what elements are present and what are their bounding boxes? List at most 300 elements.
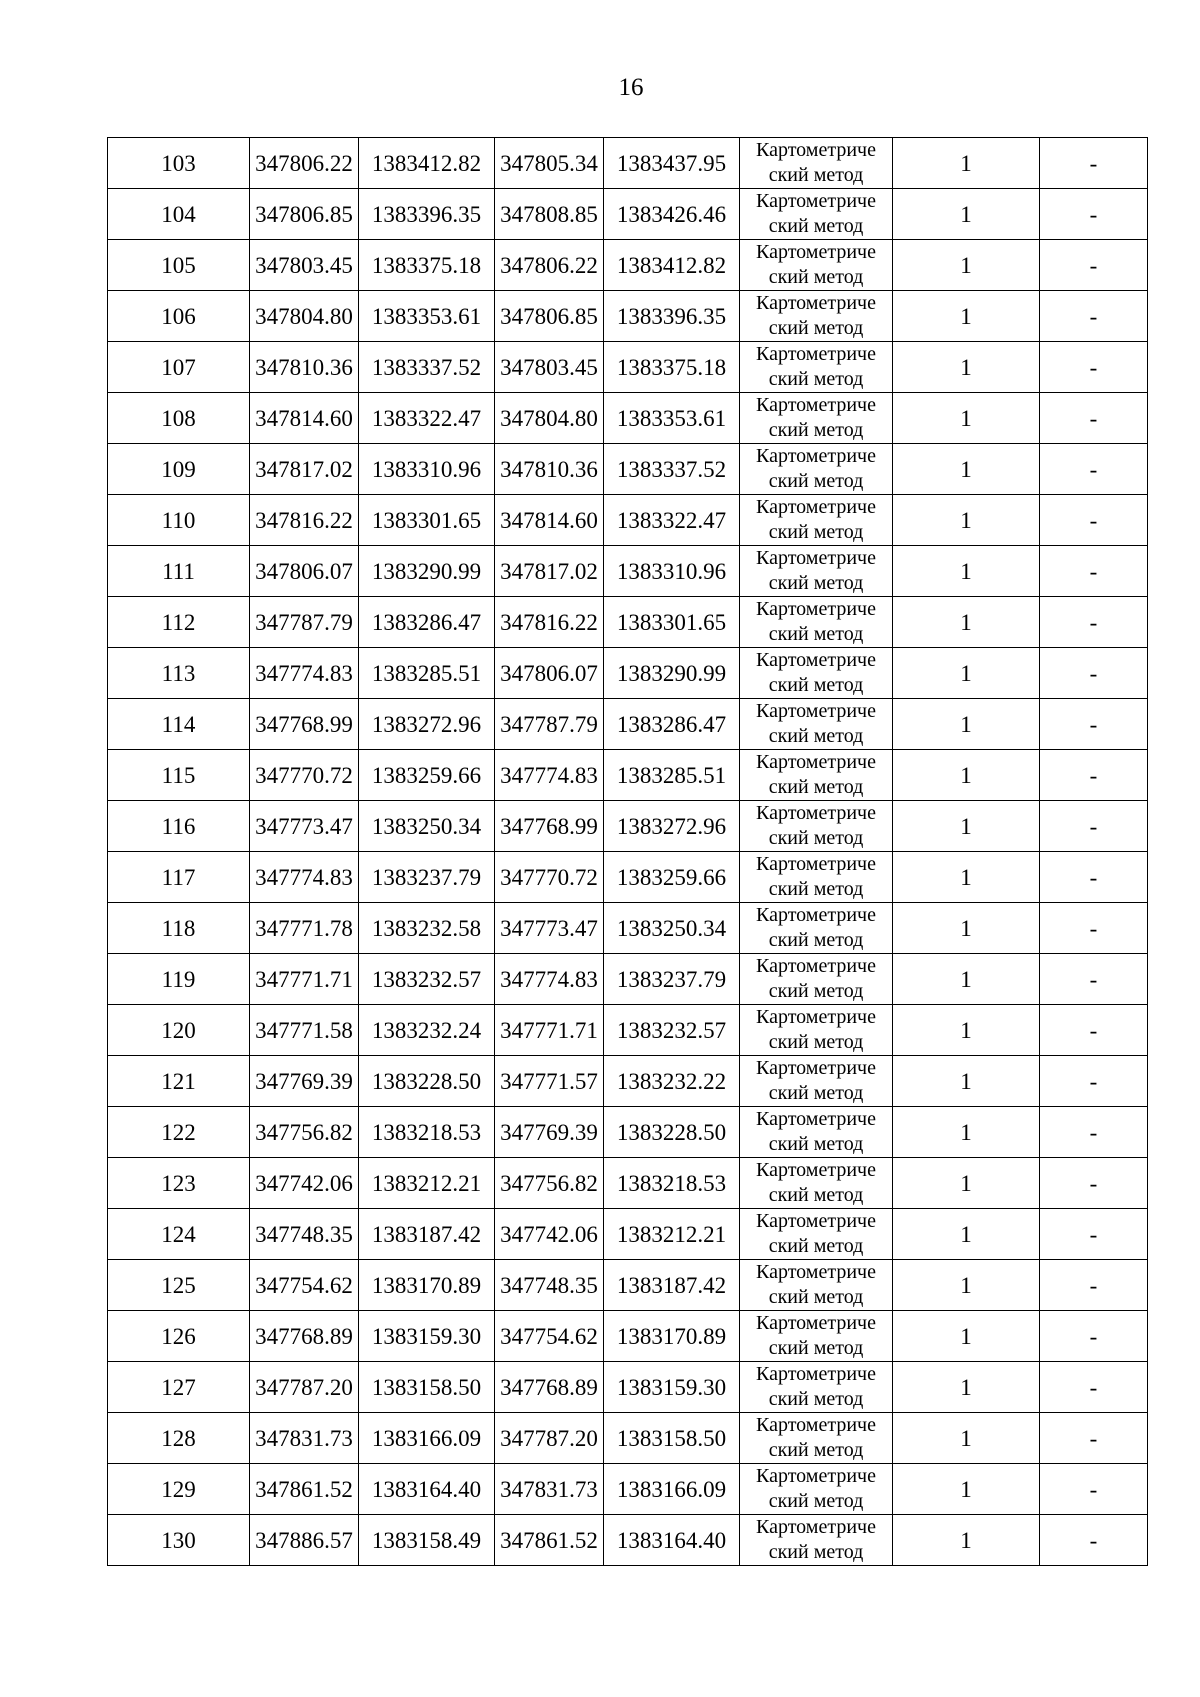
x-end-cell: 347756.82 xyxy=(495,1158,604,1209)
table-row xyxy=(108,1413,1148,1464)
x-start-cell: 347817.02 xyxy=(250,444,359,495)
method-cell xyxy=(740,852,893,903)
method-line-1: Картометриче xyxy=(756,802,876,824)
accuracy-cell: 1 xyxy=(893,393,1040,444)
x-end-cell: 347806.07 xyxy=(495,648,604,699)
table-row xyxy=(108,954,1148,1005)
point-number-cell: 117 xyxy=(108,852,250,903)
accuracy-cell: 1 xyxy=(893,138,1040,189)
y-start-cell: 1383337.52 xyxy=(359,342,495,393)
method-cell xyxy=(740,648,893,699)
x-start-cell: 347769.39 xyxy=(250,1056,359,1107)
point-number-cell: 114 xyxy=(108,699,250,750)
table-row xyxy=(108,1158,1148,1209)
y-start-cell: 1383212.21 xyxy=(359,1158,495,1209)
note-cell: - xyxy=(1040,444,1148,495)
method-cell xyxy=(740,1158,893,1209)
note-cell: - xyxy=(1040,954,1148,1005)
method-line-1: Картометриче xyxy=(756,1261,876,1283)
note-cell: - xyxy=(1040,546,1148,597)
y-end-cell: 1383212.21 xyxy=(604,1209,740,1260)
y-start-cell: 1383272.96 xyxy=(359,699,495,750)
note-cell: - xyxy=(1040,1209,1148,1260)
x-end-cell: 347808.85 xyxy=(495,189,604,240)
method-line-2: ский метод xyxy=(768,419,864,441)
method-cell xyxy=(740,1362,893,1413)
x-end-cell: 347754.62 xyxy=(495,1311,604,1362)
table-row xyxy=(108,1056,1148,1107)
note-cell: - xyxy=(1040,852,1148,903)
accuracy-cell: 1 xyxy=(893,954,1040,1005)
accuracy-cell: 1 xyxy=(893,1413,1040,1464)
method-line-2: ский метод xyxy=(768,1286,864,1308)
accuracy-cell: 1 xyxy=(893,597,1040,648)
y-end-cell: 1383285.51 xyxy=(604,750,740,801)
y-start-cell: 1383158.49 xyxy=(359,1515,495,1566)
y-start-cell: 1383250.34 xyxy=(359,801,495,852)
point-number-cell: 115 xyxy=(108,750,250,801)
method-line-2: ский метод xyxy=(768,521,864,543)
point-number-cell: 126 xyxy=(108,1311,250,1362)
method-line-1: Картометриче xyxy=(756,853,876,875)
y-end-cell: 1383187.42 xyxy=(604,1260,740,1311)
method-cell xyxy=(740,291,893,342)
point-number-cell: 109 xyxy=(108,444,250,495)
y-start-cell: 1383159.30 xyxy=(359,1311,495,1362)
y-start-cell: 1383396.35 xyxy=(359,189,495,240)
x-end-cell: 347803.45 xyxy=(495,342,604,393)
note-cell: - xyxy=(1040,1107,1148,1158)
y-end-cell: 1383396.35 xyxy=(604,291,740,342)
note-cell: - xyxy=(1040,240,1148,291)
accuracy-cell: 1 xyxy=(893,1311,1040,1362)
x-end-cell: 347773.47 xyxy=(495,903,604,954)
point-number-cell: 120 xyxy=(108,1005,250,1056)
y-end-cell: 1383337.52 xyxy=(604,444,740,495)
point-number-cell: 107 xyxy=(108,342,250,393)
accuracy-cell: 1 xyxy=(893,1107,1040,1158)
y-end-cell: 1383158.50 xyxy=(604,1413,740,1464)
y-end-cell: 1383259.66 xyxy=(604,852,740,903)
point-number-cell: 113 xyxy=(108,648,250,699)
y-end-cell: 1383166.09 xyxy=(604,1464,740,1515)
x-start-cell: 347861.52 xyxy=(250,1464,359,1515)
y-start-cell: 1383232.58 xyxy=(359,903,495,954)
accuracy-cell: 1 xyxy=(893,648,1040,699)
x-end-cell: 347817.02 xyxy=(495,546,604,597)
y-start-cell: 1383232.24 xyxy=(359,1005,495,1056)
x-start-cell: 347803.45 xyxy=(250,240,359,291)
x-end-cell: 347814.60 xyxy=(495,495,604,546)
table-row xyxy=(108,495,1148,546)
y-start-cell: 1383228.50 xyxy=(359,1056,495,1107)
x-end-cell: 347748.35 xyxy=(495,1260,604,1311)
table-row xyxy=(108,342,1148,393)
method-cell xyxy=(740,750,893,801)
method-cell xyxy=(740,597,893,648)
x-start-cell: 347771.58 xyxy=(250,1005,359,1056)
accuracy-cell: 1 xyxy=(893,291,1040,342)
x-start-cell: 347816.22 xyxy=(250,495,359,546)
y-start-cell: 1383232.57 xyxy=(359,954,495,1005)
y-start-cell: 1383166.09 xyxy=(359,1413,495,1464)
y-end-cell: 1383232.22 xyxy=(604,1056,740,1107)
note-cell: - xyxy=(1040,1464,1148,1515)
y-end-cell: 1383250.34 xyxy=(604,903,740,954)
note-cell: - xyxy=(1040,801,1148,852)
method-line-2: ский метод xyxy=(768,1235,864,1257)
coordinates-table xyxy=(107,137,1148,1566)
table-row xyxy=(108,546,1148,597)
method-cell xyxy=(740,240,893,291)
note-cell: - xyxy=(1040,648,1148,699)
page-number: 16 xyxy=(618,74,644,101)
y-start-cell: 1383322.47 xyxy=(359,393,495,444)
x-end-cell: 347774.83 xyxy=(495,750,604,801)
method-line-1: Картометриче xyxy=(756,598,876,620)
method-line-2: ский метод xyxy=(768,878,864,900)
y-end-cell: 1383237.79 xyxy=(604,954,740,1005)
method-line-1: Картометриче xyxy=(756,1006,876,1028)
y-end-cell: 1383412.82 xyxy=(604,240,740,291)
point-number-cell: 124 xyxy=(108,1209,250,1260)
y-start-cell: 1383301.65 xyxy=(359,495,495,546)
method-line-1: Картометриче xyxy=(756,1210,876,1232)
y-end-cell: 1383159.30 xyxy=(604,1362,740,1413)
accuracy-cell: 1 xyxy=(893,189,1040,240)
x-end-cell: 347771.71 xyxy=(495,1005,604,1056)
note-cell: - xyxy=(1040,1056,1148,1107)
method-line-2: ский метод xyxy=(768,266,864,288)
method-line-2: ский метод xyxy=(768,470,864,492)
note-cell: - xyxy=(1040,1311,1148,1362)
note-cell: - xyxy=(1040,1413,1148,1464)
x-start-cell: 347810.36 xyxy=(250,342,359,393)
method-line-1: Картометриче xyxy=(756,139,876,161)
note-cell: - xyxy=(1040,750,1148,801)
method-line-2: ский метод xyxy=(768,1439,864,1461)
x-end-cell: 347816.22 xyxy=(495,597,604,648)
note-cell: - xyxy=(1040,495,1148,546)
point-number-cell: 121 xyxy=(108,1056,250,1107)
method-cell xyxy=(740,495,893,546)
method-line-1: Картометриче xyxy=(756,904,876,926)
table-row xyxy=(108,1005,1148,1056)
y-start-cell: 1383353.61 xyxy=(359,291,495,342)
method-cell xyxy=(740,1005,893,1056)
table-row xyxy=(108,648,1148,699)
point-number-cell: 123 xyxy=(108,1158,250,1209)
x-start-cell: 347806.22 xyxy=(250,138,359,189)
method-line-2: ский метод xyxy=(768,1388,864,1410)
note-cell: - xyxy=(1040,699,1148,750)
y-start-cell: 1383286.47 xyxy=(359,597,495,648)
x-end-cell: 347768.99 xyxy=(495,801,604,852)
method-cell xyxy=(740,1056,893,1107)
method-line-2: ский метод xyxy=(768,317,864,339)
x-start-cell: 347886.57 xyxy=(250,1515,359,1566)
accuracy-cell: 1 xyxy=(893,1158,1040,1209)
y-start-cell: 1383412.82 xyxy=(359,138,495,189)
x-end-cell: 347787.20 xyxy=(495,1413,604,1464)
table-row xyxy=(108,597,1148,648)
point-number-cell: 122 xyxy=(108,1107,250,1158)
note-cell: - xyxy=(1040,1362,1148,1413)
x-end-cell: 347806.22 xyxy=(495,240,604,291)
method-line-2: ский метод xyxy=(768,980,864,1002)
table-row xyxy=(108,801,1148,852)
y-start-cell: 1383285.51 xyxy=(359,648,495,699)
method-line-1: Картометриче xyxy=(756,445,876,467)
y-end-cell: 1383232.57 xyxy=(604,1005,740,1056)
point-number-cell: 118 xyxy=(108,903,250,954)
method-cell xyxy=(740,801,893,852)
table-row xyxy=(108,444,1148,495)
method-line-1: Картометриче xyxy=(756,1108,876,1130)
method-line-1: Картометриче xyxy=(756,1363,876,1385)
y-start-cell: 1383237.79 xyxy=(359,852,495,903)
accuracy-cell: 1 xyxy=(893,1056,1040,1107)
accuracy-cell: 1 xyxy=(893,750,1040,801)
accuracy-cell: 1 xyxy=(893,546,1040,597)
accuracy-cell: 1 xyxy=(893,903,1040,954)
x-start-cell: 347787.79 xyxy=(250,597,359,648)
table-row xyxy=(108,291,1148,342)
method-line-1: Картометриче xyxy=(756,649,876,671)
method-line-1: Картометриче xyxy=(756,241,876,263)
accuracy-cell: 1 xyxy=(893,1362,1040,1413)
method-cell xyxy=(740,1413,893,1464)
table-row xyxy=(108,1311,1148,1362)
x-end-cell: 347805.34 xyxy=(495,138,604,189)
method-line-2: ский метод xyxy=(768,1082,864,1104)
table-row xyxy=(108,393,1148,444)
method-line-2: ский метод xyxy=(768,674,864,696)
accuracy-cell: 1 xyxy=(893,495,1040,546)
method-line-2: ский метод xyxy=(768,1541,864,1563)
y-end-cell: 1383322.47 xyxy=(604,495,740,546)
y-start-cell: 1383164.40 xyxy=(359,1464,495,1515)
method-line-1: Картометриче xyxy=(756,190,876,212)
method-line-1: Картометриче xyxy=(756,955,876,977)
method-line-1: Картометриче xyxy=(756,1057,876,1079)
y-start-cell: 1383170.89 xyxy=(359,1260,495,1311)
x-end-cell: 347861.52 xyxy=(495,1515,604,1566)
x-start-cell: 347771.78 xyxy=(250,903,359,954)
method-line-1: Картометриче xyxy=(756,1465,876,1487)
y-end-cell: 1383375.18 xyxy=(604,342,740,393)
method-cell xyxy=(740,342,893,393)
table-row xyxy=(108,903,1148,954)
method-line-2: ский метод xyxy=(768,725,864,747)
method-line-2: ский метод xyxy=(768,1184,864,1206)
x-start-cell: 347773.47 xyxy=(250,801,359,852)
method-line-2: ский метод xyxy=(768,164,864,186)
method-line-2: ский метод xyxy=(768,1133,864,1155)
x-start-cell: 347814.60 xyxy=(250,393,359,444)
x-start-cell: 347742.06 xyxy=(250,1158,359,1209)
x-start-cell: 347804.80 xyxy=(250,291,359,342)
method-cell xyxy=(740,189,893,240)
method-cell xyxy=(740,444,893,495)
x-start-cell: 347771.71 xyxy=(250,954,359,1005)
y-end-cell: 1383426.46 xyxy=(604,189,740,240)
table-row xyxy=(108,750,1148,801)
method-cell xyxy=(740,1515,893,1566)
table-row xyxy=(108,1209,1148,1260)
x-start-cell: 347787.20 xyxy=(250,1362,359,1413)
y-start-cell: 1383158.50 xyxy=(359,1362,495,1413)
x-end-cell: 347810.36 xyxy=(495,444,604,495)
table-row xyxy=(108,852,1148,903)
method-cell xyxy=(740,903,893,954)
method-cell xyxy=(740,138,893,189)
method-line-2: ский метод xyxy=(768,929,864,951)
note-cell: - xyxy=(1040,1005,1148,1056)
table-body xyxy=(108,138,1148,1566)
method-line-1: Картометриче xyxy=(756,547,876,569)
y-start-cell: 1383375.18 xyxy=(359,240,495,291)
point-number-cell: 119 xyxy=(108,954,250,1005)
x-end-cell: 347831.73 xyxy=(495,1464,604,1515)
x-start-cell: 347774.83 xyxy=(250,852,359,903)
table-row xyxy=(108,1260,1148,1311)
accuracy-cell: 1 xyxy=(893,801,1040,852)
note-cell: - xyxy=(1040,393,1148,444)
x-end-cell: 347770.72 xyxy=(495,852,604,903)
y-end-cell: 1383290.99 xyxy=(604,648,740,699)
method-cell xyxy=(740,1107,893,1158)
method-line-1: Картометриче xyxy=(756,751,876,773)
note-cell: - xyxy=(1040,291,1148,342)
method-line-1: Картометриче xyxy=(756,1159,876,1181)
accuracy-cell: 1 xyxy=(893,1005,1040,1056)
x-start-cell: 347754.62 xyxy=(250,1260,359,1311)
x-start-cell: 347756.82 xyxy=(250,1107,359,1158)
table-row xyxy=(108,1362,1148,1413)
accuracy-cell: 1 xyxy=(893,1260,1040,1311)
point-number-cell: 112 xyxy=(108,597,250,648)
y-end-cell: 1383310.96 xyxy=(604,546,740,597)
table-row xyxy=(108,138,1148,189)
method-line-2: ский метод xyxy=(768,623,864,645)
accuracy-cell: 1 xyxy=(893,852,1040,903)
method-line-1: Картометриче xyxy=(756,1312,876,1334)
x-start-cell: 347770.72 xyxy=(250,750,359,801)
x-start-cell: 347768.99 xyxy=(250,699,359,750)
y-end-cell: 1383164.40 xyxy=(604,1515,740,1566)
accuracy-cell: 1 xyxy=(893,240,1040,291)
method-line-2: ский метод xyxy=(768,1490,864,1512)
method-line-1: Картометриче xyxy=(756,394,876,416)
x-end-cell: 347804.80 xyxy=(495,393,604,444)
method-line-2: ский метод xyxy=(768,572,864,594)
accuracy-cell: 1 xyxy=(893,444,1040,495)
x-start-cell: 347831.73 xyxy=(250,1413,359,1464)
method-cell xyxy=(740,546,893,597)
accuracy-cell: 1 xyxy=(893,1515,1040,1566)
point-number-cell: 130 xyxy=(108,1515,250,1566)
point-number-cell: 106 xyxy=(108,291,250,342)
method-cell xyxy=(740,1464,893,1515)
method-line-1: Картометриче xyxy=(756,343,876,365)
x-end-cell: 347769.39 xyxy=(495,1107,604,1158)
method-cell xyxy=(740,393,893,444)
method-line-1: Картометриче xyxy=(756,700,876,722)
x-start-cell: 347748.35 xyxy=(250,1209,359,1260)
y-end-cell: 1383301.65 xyxy=(604,597,740,648)
x-start-cell: 347768.89 xyxy=(250,1311,359,1362)
table-row xyxy=(108,1107,1148,1158)
point-number-cell: 104 xyxy=(108,189,250,240)
note-cell: - xyxy=(1040,903,1148,954)
table-row xyxy=(108,189,1148,240)
x-end-cell: 347768.89 xyxy=(495,1362,604,1413)
note-cell: - xyxy=(1040,1515,1148,1566)
point-number-cell: 116 xyxy=(108,801,250,852)
y-start-cell: 1383310.96 xyxy=(359,444,495,495)
method-line-2: ский метод xyxy=(768,215,864,237)
y-start-cell: 1383218.53 xyxy=(359,1107,495,1158)
accuracy-cell: 1 xyxy=(893,1464,1040,1515)
point-number-cell: 111 xyxy=(108,546,250,597)
point-number-cell: 129 xyxy=(108,1464,250,1515)
x-end-cell: 347742.06 xyxy=(495,1209,604,1260)
method-line-1: Картометриче xyxy=(756,496,876,518)
table-row xyxy=(108,1464,1148,1515)
note-cell: - xyxy=(1040,597,1148,648)
y-end-cell: 1383170.89 xyxy=(604,1311,740,1362)
accuracy-cell: 1 xyxy=(893,1209,1040,1260)
point-number-cell: 125 xyxy=(108,1260,250,1311)
method-line-1: Картометриче xyxy=(756,1516,876,1538)
x-end-cell: 347771.57 xyxy=(495,1056,604,1107)
accuracy-cell: 1 xyxy=(893,342,1040,393)
method-line-2: ский метод xyxy=(768,368,864,390)
note-cell: - xyxy=(1040,189,1148,240)
method-line-2: ский метод xyxy=(768,1337,864,1359)
method-line-1: Картометриче xyxy=(756,1414,876,1436)
x-start-cell: 347806.85 xyxy=(250,189,359,240)
y-end-cell: 1383218.53 xyxy=(604,1158,740,1209)
point-number-cell: 110 xyxy=(108,495,250,546)
note-cell: - xyxy=(1040,1158,1148,1209)
note-cell: - xyxy=(1040,342,1148,393)
accuracy-cell: 1 xyxy=(893,699,1040,750)
method-cell xyxy=(740,699,893,750)
point-number-cell: 103 xyxy=(108,138,250,189)
y-end-cell: 1383272.96 xyxy=(604,801,740,852)
table-row xyxy=(108,240,1148,291)
y-end-cell: 1383353.61 xyxy=(604,393,740,444)
method-line-2: ский метод xyxy=(768,827,864,849)
x-end-cell: 347806.85 xyxy=(495,291,604,342)
method-cell xyxy=(740,1260,893,1311)
y-start-cell: 1383259.66 xyxy=(359,750,495,801)
method-line-1: Картометриче xyxy=(756,292,876,314)
point-number-cell: 105 xyxy=(108,240,250,291)
x-start-cell: 347806.07 xyxy=(250,546,359,597)
x-start-cell: 347774.83 xyxy=(250,648,359,699)
method-cell xyxy=(740,1311,893,1362)
y-end-cell: 1383228.50 xyxy=(604,1107,740,1158)
note-cell: - xyxy=(1040,138,1148,189)
y-start-cell: 1383290.99 xyxy=(359,546,495,597)
table-row xyxy=(108,1515,1148,1566)
y-start-cell: 1383187.42 xyxy=(359,1209,495,1260)
x-end-cell: 347774.83 xyxy=(495,954,604,1005)
x-end-cell: 347787.79 xyxy=(495,699,604,750)
